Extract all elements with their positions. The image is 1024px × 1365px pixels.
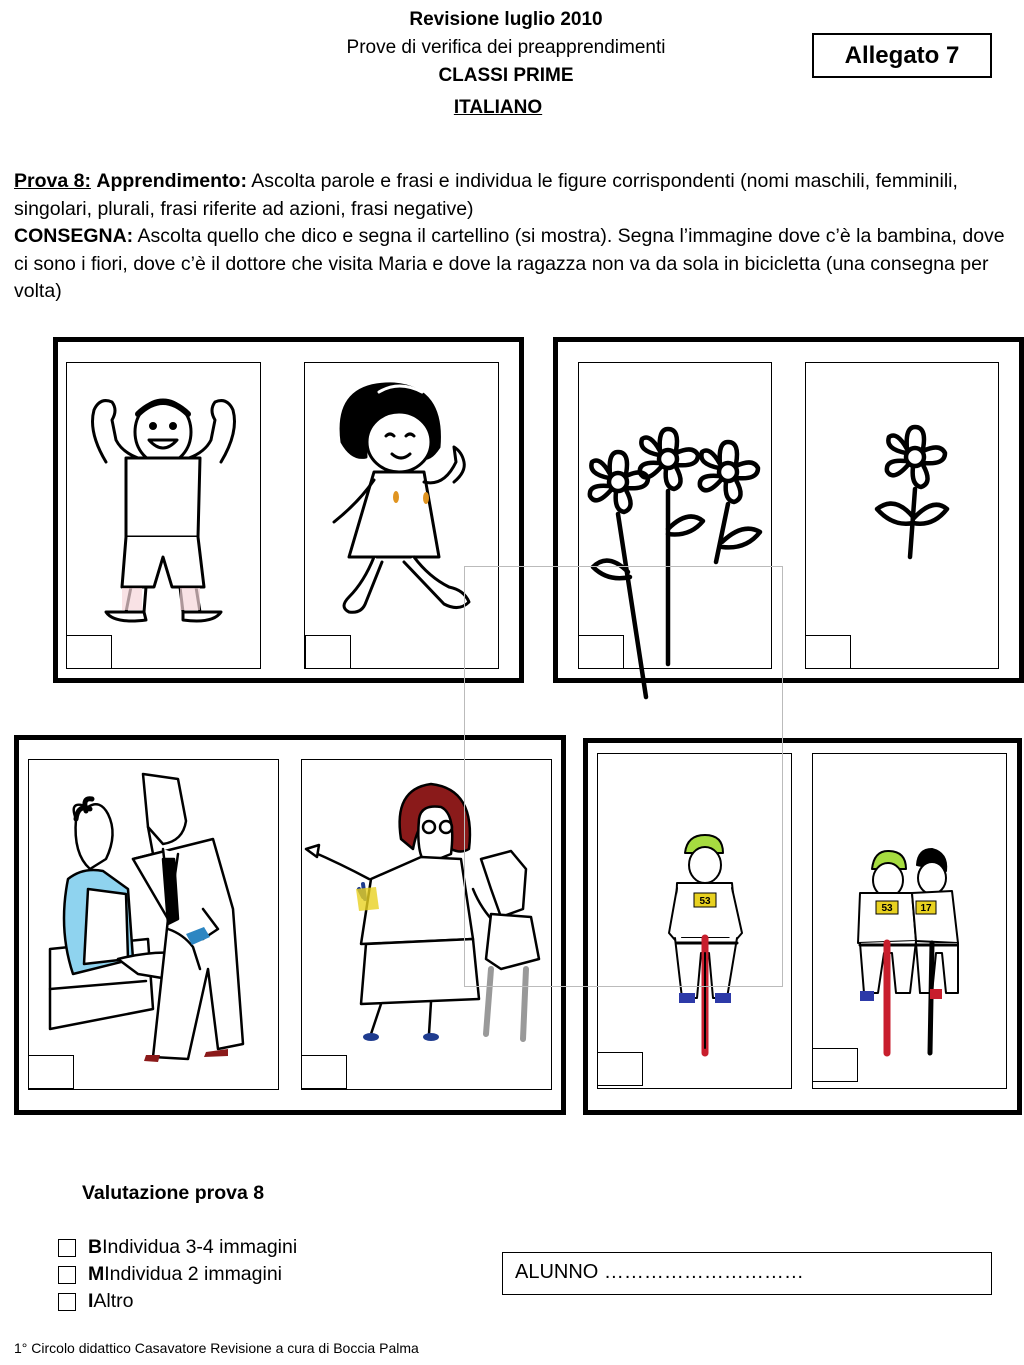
answer-box-flower[interactable] <box>805 635 851 669</box>
option-text: Altro <box>93 1290 134 1312</box>
student-name-field[interactable]: ALUNNO ………………………… <box>502 1252 992 1295</box>
answer-box-teacher-child[interactable] <box>301 1055 347 1089</box>
answer-box-cyclist-alone[interactable] <box>597 1052 643 1086</box>
subtitle: Prove di verifica dei preapprendimenti <box>346 37 666 58</box>
boy-icon <box>66 362 261 669</box>
bib-number: 53 <box>699 896 711 907</box>
consegna-text: Ascolta quello che dico e segna il cartellino (si mostra). Segna l’immagine dove c’è la bambina, dove ci sono i fiori, dove c’è il dottore che visita Maria e dove la ragazza non va da sola in bicicletta (una consegna per volta) <box>14 225 1005 302</box>
option-text: Individua 3-4 immagini <box>102 1236 298 1258</box>
evaluation-title: Valutazione prova 8 <box>82 1182 265 1204</box>
doctor-patient-icon <box>28 759 279 1090</box>
answer-box-girl[interactable] <box>305 635 351 669</box>
option-code: M <box>88 1263 105 1285</box>
answer-box-cyclists-together[interactable] <box>812 1048 858 1082</box>
apprendimento-text: Ascolta parole e frasi e individua le figure corrispondenti (nomi maschili, femminili, singolari, plurali, frasi riferite ad azioni, frasi negative) <box>14 170 958 220</box>
subject-label: ITALIANO <box>453 97 543 118</box>
checkbox[interactable] <box>58 1293 76 1311</box>
evaluation-option-m[interactable] <box>58 1263 282 1286</box>
attachment-badge: Allegato 7 <box>812 33 992 78</box>
option-code: B <box>88 1236 103 1258</box>
bib-number-2: 17 <box>920 903 932 914</box>
option-code: I <box>88 1290 94 1312</box>
image-placeholder-frame <box>464 566 783 987</box>
task-description <box>14 168 1010 306</box>
evaluation-option-b[interactable] <box>58 1236 297 1259</box>
consegna-label: CONSEGNA: <box>14 225 134 247</box>
answer-box-doctor-visit[interactable] <box>28 1055 74 1089</box>
checkbox[interactable] <box>58 1239 76 1257</box>
revision-title: Revisione luglio 2010 <box>409 9 603 30</box>
evaluation-option-i[interactable] <box>58 1290 134 1313</box>
flower-icon <box>805 362 999 669</box>
checkbox[interactable] <box>58 1266 76 1284</box>
answer-box-flowers[interactable] <box>578 635 624 669</box>
footer-credit: 1° Circolo didattico Casavatore Revisione a cura di Boccia Palma <box>14 1340 419 1356</box>
answer-box-boy[interactable] <box>66 635 112 669</box>
prova-label: Prova 8: <box>14 170 91 192</box>
option-text: Individua 2 immagini <box>104 1263 283 1285</box>
bib-number-1: 53 <box>881 903 893 914</box>
two-cyclists-icon <box>812 753 1007 1089</box>
apprendimento-label: Apprendimento: <box>96 170 247 192</box>
class-label: CLASSI PRIME <box>438 65 574 86</box>
